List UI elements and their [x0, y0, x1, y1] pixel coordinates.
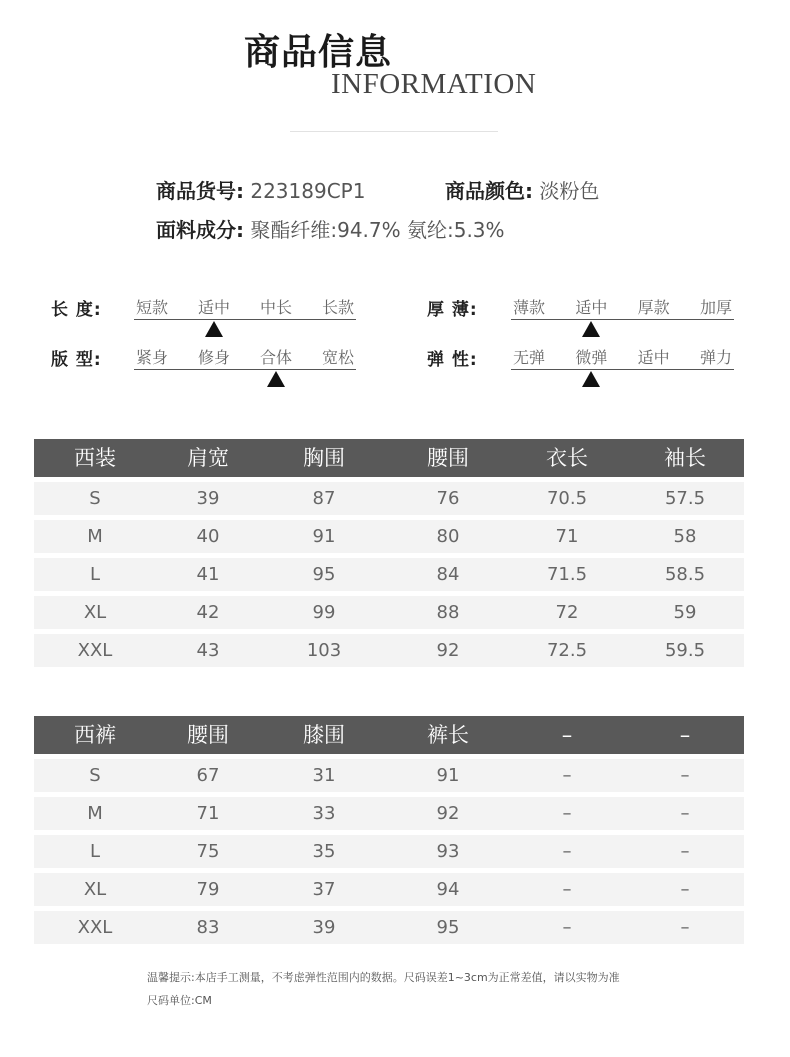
- page-subtitle: INFORMATION: [331, 68, 537, 100]
- table-row: [34, 596, 744, 629]
- table-cell: L: [89, 564, 101, 585]
- table-cell: 84: [436, 564, 460, 585]
- item-number-value: 223189CP1: [250, 179, 366, 203]
- table-cell: 71: [196, 803, 220, 824]
- length-option: 中长: [259, 298, 293, 317]
- table-cell: 76: [436, 488, 460, 509]
- fit-option: 宽松: [321, 348, 355, 367]
- elasticity-label: 弹 性:: [427, 350, 478, 370]
- table-cell: XXL: [77, 640, 113, 661]
- column-header: 裤长: [427, 723, 469, 747]
- table-cell: 99: [312, 602, 336, 623]
- table-cell: L: [89, 841, 101, 862]
- elasticity-selected-marker-icon: [582, 371, 600, 387]
- table-cell: –: [562, 917, 572, 938]
- table-cell: 83: [196, 917, 220, 938]
- table-cell: S: [89, 765, 101, 786]
- table-cell: 92: [436, 803, 460, 824]
- color-line: [445, 175, 599, 204]
- table-cell: 70.5: [546, 488, 588, 509]
- table-header: [34, 439, 744, 477]
- table-cell: M: [87, 803, 103, 824]
- table-cell: M: [87, 526, 103, 547]
- table-row: [34, 797, 744, 830]
- table-cell: –: [680, 765, 690, 786]
- thickness-option: 薄款: [512, 298, 546, 317]
- elasticity-option: 微弹: [575, 348, 608, 367]
- column-header: 腰围: [427, 446, 469, 470]
- elasticity-scale: [511, 344, 734, 370]
- elasticity-option: 适中: [637, 348, 670, 367]
- table-cell: 71.5: [546, 564, 588, 585]
- table-cell: –: [562, 879, 572, 900]
- table-cell: 93: [436, 841, 460, 862]
- table-cell: 80: [436, 526, 460, 547]
- fit-option: 修身: [197, 348, 231, 367]
- title-divider: [290, 131, 498, 132]
- table-cell: 41: [196, 564, 220, 585]
- table-cell: –: [562, 803, 572, 824]
- table-row: [34, 520, 744, 553]
- table-cell: 40: [196, 526, 220, 547]
- length-option: 短款: [135, 298, 169, 317]
- table-cell: 67: [196, 765, 220, 786]
- pants-size-table: [34, 716, 744, 944]
- table-cell: 94: [436, 879, 460, 900]
- table-cell: 39: [312, 917, 336, 938]
- table-cell: 39: [196, 488, 220, 509]
- table-cell: –: [680, 841, 690, 862]
- column-header: –: [561, 723, 573, 747]
- thickness-selected-marker-icon: [582, 321, 600, 337]
- thickness-label: 厚 薄:: [427, 300, 478, 320]
- table-cell: XL: [83, 879, 107, 900]
- column-header: 肩宽: [187, 446, 229, 470]
- table-cell: 37: [312, 879, 336, 900]
- column-header: 袖长: [664, 446, 706, 470]
- fit-option: 紧身: [135, 348, 169, 367]
- table-cell: 31: [312, 765, 336, 786]
- table-cell: 91: [312, 526, 336, 547]
- elasticity-option: 无弹: [512, 348, 546, 367]
- table-cell: 33: [312, 803, 336, 824]
- table-cell: S: [89, 488, 101, 509]
- table-cell: 71: [555, 526, 579, 547]
- length-selected-marker-icon: [205, 321, 223, 337]
- table-row: [34, 558, 744, 591]
- color-label: 商品颜色:: [445, 179, 533, 203]
- measurement-tip: 温馨提示:本店手工测量，不考虑弹性范围内的数据。尺码误差1~3cm为正常差值，请以实物为准: [147, 971, 620, 984]
- table-cell: 43: [196, 640, 220, 661]
- fit-scale: [134, 344, 356, 370]
- thickness-option: 加厚: [699, 298, 733, 317]
- column-header: 膝围: [303, 723, 345, 747]
- table-cell: 88: [436, 602, 460, 623]
- table-cell: 91: [436, 765, 460, 786]
- table-row: [34, 482, 744, 515]
- table-row: [34, 911, 744, 944]
- fit-option: 合体: [259, 348, 293, 367]
- table-cell: 42: [196, 602, 220, 623]
- size-unit-note: 尺码单位:CM: [147, 994, 212, 1007]
- table-row: [34, 634, 744, 667]
- item-number-label: 商品货号:: [156, 179, 244, 203]
- table-cell: 59: [673, 602, 697, 623]
- length-option: 长款: [321, 298, 355, 317]
- table-cell: –: [680, 879, 690, 900]
- page-title: 商品信息: [244, 31, 393, 73]
- table-cell: 79: [196, 879, 220, 900]
- thickness-option: 厚款: [637, 298, 670, 317]
- column-header: 西装: [74, 446, 116, 470]
- table-cell: 59.5: [664, 640, 706, 661]
- table-cell: 57.5: [664, 488, 706, 509]
- fit-selected-marker-icon: [267, 371, 285, 387]
- color-value: 淡粉色: [539, 179, 600, 203]
- jacket-size-table: [34, 439, 744, 667]
- table-cell: XL: [83, 602, 107, 623]
- table-cell: 75: [196, 841, 220, 862]
- table-cell: 87: [312, 488, 336, 509]
- column-header: –: [679, 723, 691, 747]
- column-header: 衣长: [546, 446, 588, 470]
- fit-label: 版 型:: [51, 350, 102, 370]
- table-header: [34, 716, 744, 754]
- table-cell: 95: [312, 564, 336, 585]
- length-scale: [134, 294, 356, 320]
- table-cell: 95: [436, 917, 460, 938]
- item-number-line: [156, 175, 365, 204]
- table-cell: 35: [312, 841, 336, 862]
- fabric-label: 面料成分:: [156, 218, 244, 242]
- elasticity-option: 弹力: [699, 348, 733, 367]
- column-header: 西裤: [74, 723, 116, 747]
- length-label: 长 度:: [51, 300, 102, 320]
- table-cell: 72.5: [546, 640, 588, 661]
- column-header: 腰围: [187, 723, 229, 747]
- fabric-value: 聚酯纤维:94.7% 氨纶:5.3%: [250, 218, 505, 242]
- table-cell: 58.5: [664, 564, 706, 585]
- length-option: 适中: [197, 298, 231, 317]
- fabric-line: [156, 214, 505, 243]
- table-cell: XXL: [77, 917, 113, 938]
- thickness-scale: [511, 294, 734, 320]
- table-row: [34, 759, 744, 792]
- table-cell: –: [562, 841, 572, 862]
- table-row: [34, 873, 744, 906]
- table-row: [34, 835, 744, 868]
- table-cell: 92: [436, 640, 460, 661]
- table-cell: –: [562, 765, 572, 786]
- table-cell: 72: [555, 602, 579, 623]
- thickness-option: 适中: [575, 298, 608, 317]
- table-cell: –: [680, 917, 690, 938]
- table-cell: 58: [673, 526, 697, 547]
- table-cell: –: [680, 803, 690, 824]
- column-header: 胸围: [303, 446, 345, 470]
- table-cell: 103: [306, 640, 342, 661]
